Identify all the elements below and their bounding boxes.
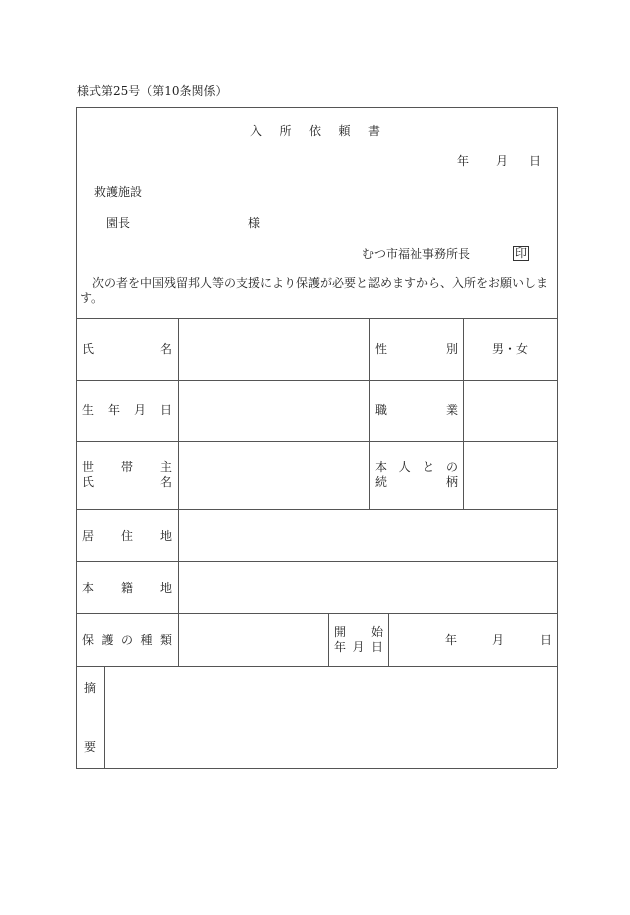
sex-options[interactable]: 男・女 [491,342,528,356]
residence-label: 居 住 地 [82,529,172,543]
name-label: 氏 名 [82,342,172,356]
row-line [76,441,557,442]
frame-top [76,107,557,108]
start-year: 年 [445,633,458,647]
facility-name: 救護施設 [94,185,143,199]
honorific: 様 [248,216,261,230]
row-line [76,380,557,381]
protection-type-label: 保 護 の 種 類 [82,633,172,647]
relation-label-1: 本 人 と の [375,460,458,474]
start-label-1: 開 始 [334,625,383,639]
col-line [178,318,179,666]
householder-label-2: 氏 名 [82,475,172,489]
col-line [328,613,329,666]
col-line [388,613,389,666]
start-day: 日 [540,633,553,647]
document-title: 入 所 依 頼 書 [250,124,380,138]
request-text: 次の者を中国残留邦人等の支援により保護が必要と認めますから、入所をお願いします。 [80,276,549,305]
row-line [76,318,557,319]
row-line [76,561,557,562]
row-line [76,509,557,510]
date-month: 月 [496,154,509,168]
date-day: 日 [529,154,542,168]
start-label-2: 年 月 日 [334,640,383,654]
relation-label-2: 続 柄 [375,475,458,489]
col-line [104,666,105,768]
domicile-label: 本 籍 地 [82,581,172,595]
row-line [76,666,557,667]
householder-label-1: 世 帯 主 [82,460,172,474]
birthdate-label: 生 年 月 日 [82,403,172,417]
remarks-label-1: 摘 [84,681,97,695]
occupation-label: 職 業 [375,403,458,417]
remarks-label-2: 要 [84,740,97,754]
issuer: むつ市福祉事務所長 [362,247,471,261]
seal-mark: 印 [515,246,528,260]
frame-bottom [76,768,557,769]
frame-right [557,107,558,768]
col-line [369,318,370,509]
frame-left [76,107,77,768]
sex-label: 性 別 [375,342,458,356]
form-number: 様式第25号（第10条関係） [77,84,228,98]
date-year: 年 [457,154,470,168]
start-month: 月 [492,633,505,647]
row-line [76,613,557,614]
director-title: 園長 [106,216,131,230]
